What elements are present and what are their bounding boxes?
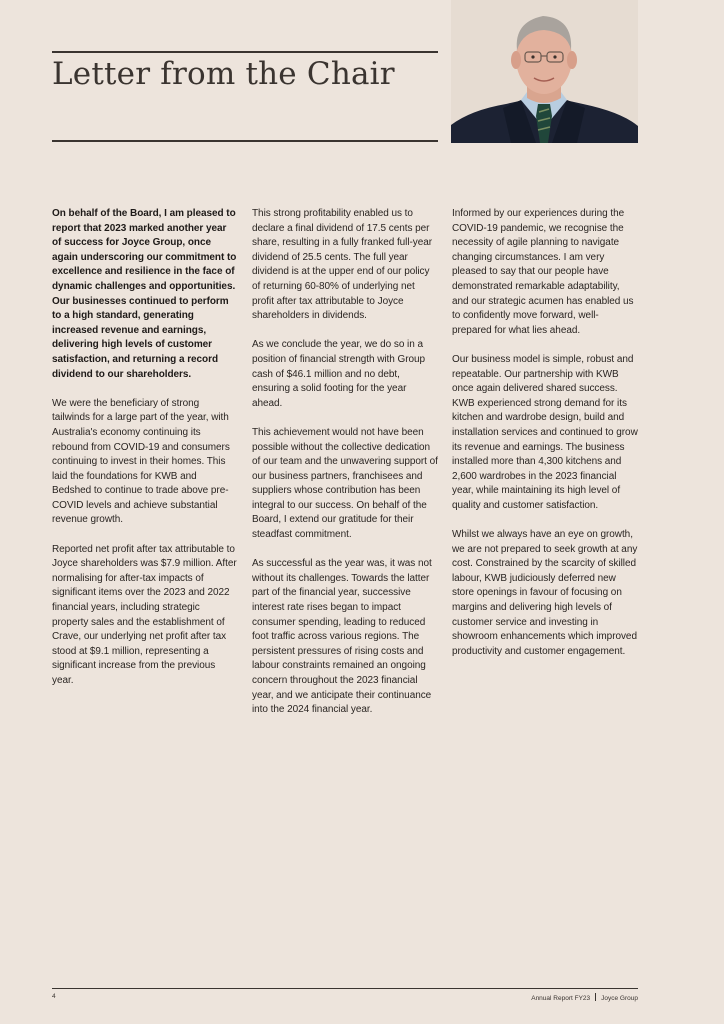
lead-paragraph	[52, 207, 238, 382]
body-paragraph: Informed by our experiences during the COVID-19 pandemic, we recognise the necessity of agile planning to navigate changing circumstances. I am very pleased to say that our people have demonstrated remarkable adaptability, and our strategic acumen has enabled us to confidently move forward, well-prepared for what lies ahead.	[452, 208, 634, 336]
page-title: Letter from the Chair	[52, 56, 395, 92]
footer-rule	[52, 988, 638, 989]
body-paragraph: This achievement would not have been possible without the collective dedication of our team and the unwavering support of our business partners, franchisees and suppliers whose contribution has been integral to our success. On behalf of the Board, I extend our gratitude for their steadfast commitment.	[252, 426, 438, 541]
column-3	[452, 207, 638, 674]
lead-sentence-2: Our businesses continued to perform to a high standard, generating increased revenue and earnings, delivering high levels of customer satisfaction, and returning a record dividend to our shareholders.	[52, 295, 229, 380]
footer-separator	[595, 993, 596, 1001]
body-paragraph: This strong profitability enabled us to declare a final dividend of 17.5 cents per share, resulting in a fully franked full-year dividend of 25.5 cents. The full year dividend is at the upper end of our policy of returning 60-80% of underlying net profit after tax attributable to Joyce shareholders in dividends.	[252, 208, 433, 322]
body-paragraph: Reported net profit after tax attributable to Joyce shareholders was $7.9 million. After normalising for after-tax impacts of significant items over the 2023 and 2022 financial years, including strategic property sales and the establishment of Crave, our underlying net profit after tax stood at $9.1 million, representing a significant increase from the previous year.	[52, 543, 237, 686]
title-bottom-rule	[52, 140, 438, 142]
column-2	[252, 207, 438, 732]
lead-sentence-1: On behalf of the Board, I am pleased to report that 2023 marked another year of success for Joyce Group, once again underscoring our commitment to excellence and resilience in the face of dynamic challenges and opportunities.	[52, 208, 237, 292]
company-name: Joyce Group	[601, 995, 638, 1002]
body-paragraph: Whilst we always have an eye on growth, we are not prepared to seek growth at any cost. Constrained by the scarcity of skilled labour, KWB judiciously deferred new store openings in favour of focusing on margins and delivering high levels of customer service and investing in showroom enhancements which improved productivity and customer engagement.	[452, 529, 638, 657]
page-number: 4	[52, 993, 56, 1000]
body-paragraph: We were the beneficiary of strong tailwinds for a large part of the year, with Australia's economy continuing its rebound from COVID-19 and consumers continuing to invest in their homes. This laid the foundations for KWB and Bedshed to continue to trade above pre-COVID levels and achieve substantial revenue growth.	[52, 397, 230, 526]
report-name: Annual Report FY23	[531, 995, 591, 1002]
column-1	[52, 207, 238, 703]
body-paragraph: Our business model is simple, robust and repeatable. Our partnership with KWB once again delivered shared success. KWB experienced strong demand for its kitchen and wardrobe design, build and installation services and continued to grow its revenue and earnings. The business installed more than 4,300 kitchens and 2,600 wardrobes in the 2023 financial year, while maintaining its high level of quality and customer satisfaction.	[452, 353, 638, 511]
body-paragraph: As successful as the year was, it was not without its challenges. Towards the latter part of the financial year, successive interest rate rises began to impact consumer spending, leading to reduced foot traffic across various regions. The persistent pressures of rising costs and labour constraints remained an ongoing concern throughout the 2023 financial year, and we anticipate their continuance into the 2024 financial year.	[252, 558, 432, 716]
chair-portrait-photo	[451, 0, 638, 143]
body-paragraph: As we conclude the year, we do so in a position of financial strength with Group cash of $46.1 million and no debt, ensuring a solid footing for the year ahead.	[252, 339, 426, 409]
portrait-illustration	[451, 0, 638, 143]
title-top-rule	[52, 51, 438, 53]
footer-report-label	[531, 993, 638, 1002]
